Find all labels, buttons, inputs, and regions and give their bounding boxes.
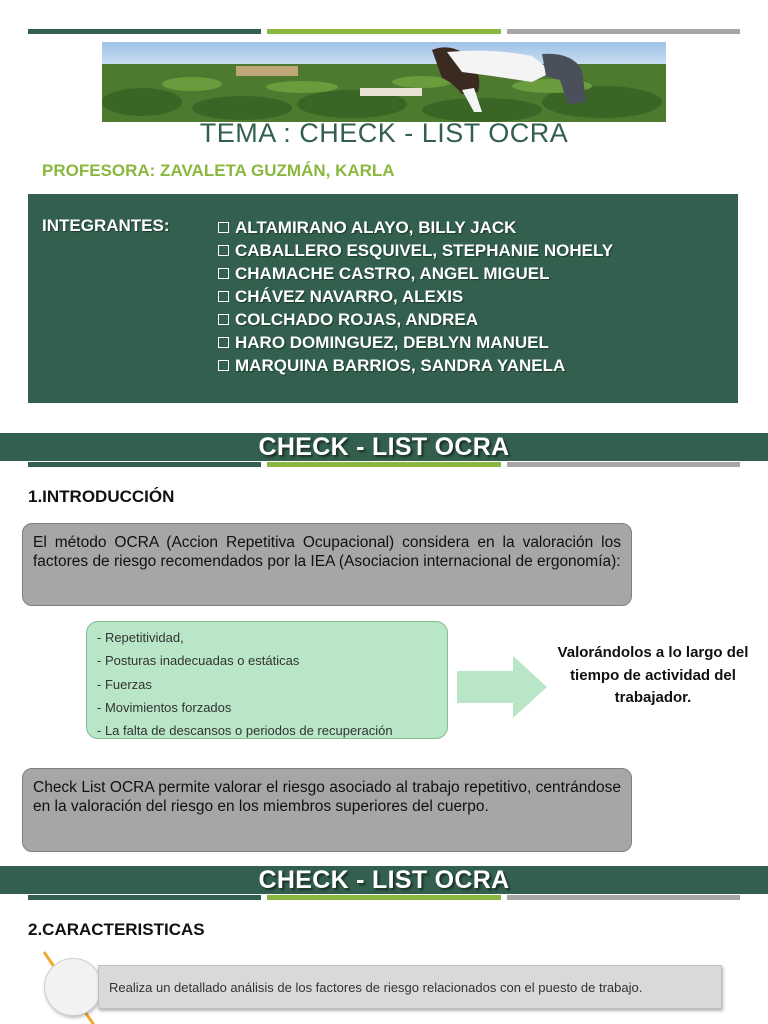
checkbox-icon [218,291,229,302]
slide-title: TEMA : CHECK - LIST OCRA [199,118,569,148]
checkbox-icon [218,360,229,371]
member-name: ALTAMIRANO ALAYO, BILLY JACK [235,218,517,237]
list-item [218,239,613,262]
decorative-bar [28,895,740,900]
checkbox-icon [218,314,229,325]
list-item: - Repetitividad, [97,630,184,645]
member-name: MARQUINA BARRIOS, SANDRA YANELA [235,356,566,375]
decorative-bar [28,462,740,467]
teacher-name: PROFESORA: ZAVALETA GUZMÁN, KARLA [42,161,395,180]
list-item: - Movimientos forzados [97,699,232,715]
intro-text-box: El método OCRA (Accion Repetitiva Ocupacional) considera en la valoración los factores de riesgo recomendados por la IEA (Asociacion internacional de ergonomía): [22,523,632,606]
section-title: CHECK - LIST OCRA [258,866,510,894]
list-item [218,285,613,308]
checkbox-icon [218,337,229,348]
list-item [218,216,613,239]
bullet-circle-icon [44,958,102,1016]
farm-worker-photo [102,42,666,122]
list-item [218,354,613,377]
factors-box [86,621,448,739]
list-item [218,262,613,285]
section-band [0,866,768,894]
team-members-box [28,194,738,403]
section-heading: 2.CARACTERISTICAS [28,920,205,939]
check-list-text-box: Check List OCRA permite valorar el riesgo asociado al trabajo repetitivo, centrándose en la valoración del riesgo en los miembros superiores del cuerpo. [22,768,632,852]
checkbox-icon [218,245,229,256]
member-name: CABALLERO ESQUIVEL, STEPHANIE NOHELY [235,241,614,260]
valorando-text: Valorándolos a lo largo del tiempo de actividad del trabajador. [557,644,749,706]
member-name: COLCHADO ROJAS, ANDREA [235,310,479,329]
section-title: CHECK - LIST OCRA [258,433,510,461]
factors-list [97,626,437,742]
list-item [218,308,613,331]
list-item: - Fuerzas [97,676,152,692]
decorative-top-bar [28,29,740,34]
list-item [218,331,613,354]
arrow-right-icon [457,656,547,718]
member-name: CHÁVEZ NAVARRO, ALEXIS [235,287,464,306]
checkbox-icon [218,268,229,279]
member-name: HARO DOMINGUEZ, DEBLYN MANUEL [235,333,549,352]
team-label: INTEGRANTES: [42,216,170,235]
member-name: CHAMACHE CASTRO, ANGEL MIGUEL [235,264,550,283]
feature-item: Realiza un detallado análisis de los factores de riesgo relacionados con el puesto de trabajo. [98,965,722,1009]
list-item: - La falta de descansos o periodos de recuperación [97,723,393,739]
list-item: - Posturas inadecuadas o estáticas [97,653,300,669]
section-band [0,433,768,461]
team-list [218,216,613,377]
checkbox-icon [218,222,229,233]
section-heading: 1.INTRODUCCIÓN [28,487,175,506]
